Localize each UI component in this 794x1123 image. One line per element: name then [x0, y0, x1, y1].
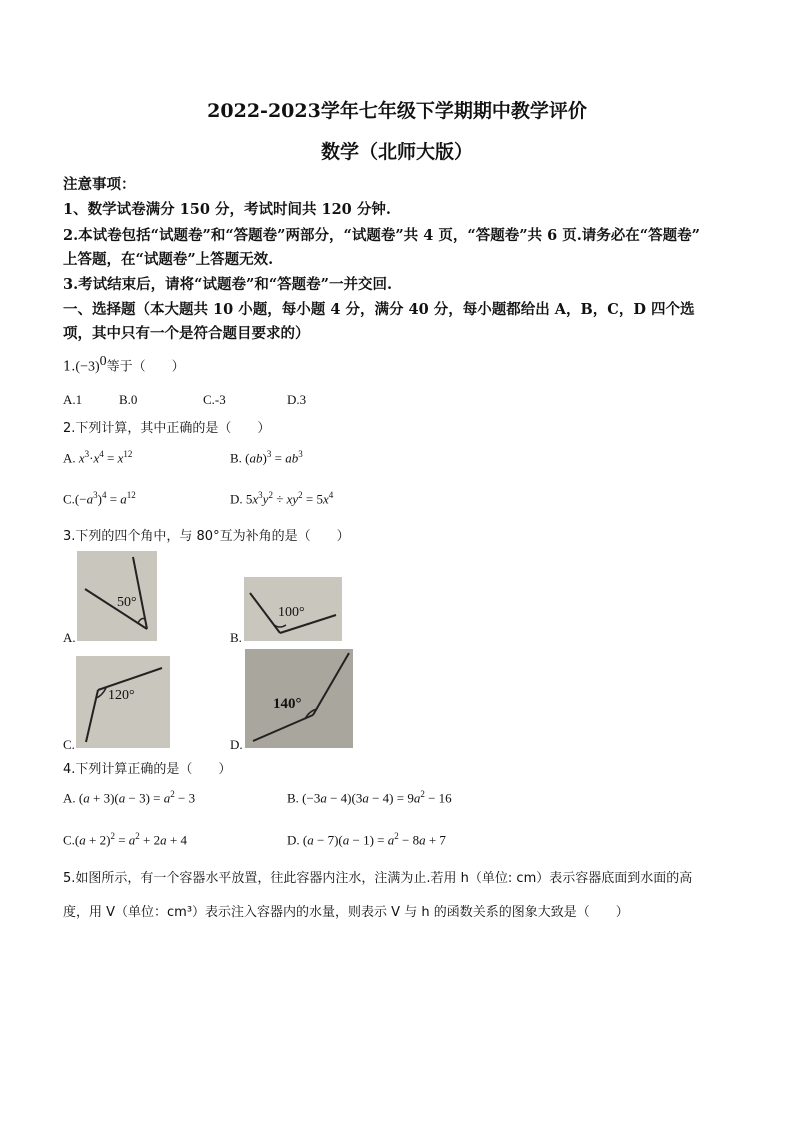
question-1-expression: (−3)	[75, 359, 100, 375]
question-1-option-d: D.3	[287, 392, 307, 407]
angle-c-value: 120°	[108, 688, 135, 703]
question-2-option-c: $C.(-a^3)^4 = a^{12}$	[63, 490, 136, 507]
question-1-option-a: A.1	[63, 392, 83, 407]
question-4-option-d: D. $(a - 7)(a - 1) = a^2 - 8a + 7$	[287, 831, 446, 848]
angle-a-arc	[138, 619, 145, 624]
question-1-exponent: 0	[99, 354, 107, 369]
angle-c-ray-2	[98, 668, 162, 690]
angle-d-ray-1	[253, 715, 313, 741]
notice-item-2-line-1: 2.本试卷包括“试题卷”和“答题卷”两部分，“试题卷”共 4 页，“答题卷”共 6 页.请务必在“答题卷”	[63, 227, 700, 244]
angle-a-image	[77, 551, 157, 641]
question-1-option-c: C.-3	[203, 392, 226, 407]
notice-heading: 注意事项：	[63, 176, 136, 193]
question-4-option-b: B. $(-3a - 4)(3a - 4) = 9a^2 - 16$	[287, 789, 452, 806]
section-1-heading-line-1: 一、选择题（本大题共 10 小题，每小题 4 分，满分 40 分，每小题都给出 A，B，C，D 四个选	[63, 301, 695, 318]
page-title: 2022-2023学年七年级下学期期中教学评价	[207, 100, 587, 122]
question-4-option-a: A. $(a + 3)(a - 3) = a^2 - 3$	[63, 789, 196, 806]
question-3-option-a-label: A.	[63, 630, 76, 645]
question-2-stem: 2.下列计算，其中正确的是（ ）	[63, 421, 271, 436]
question-2-option-a: A. $x^3\cdot x^4 = x^{12}$	[63, 449, 133, 466]
question-4-stem: 4.下列计算正确的是（ ）	[63, 762, 232, 777]
question-5-line-2: 度，用 V（单位：cm³）表示注入容器内的水量，则表示 V 与 h 的函数关系的图象大致是（ ）	[63, 905, 629, 920]
question-2-option-d: D. $5x^3y^2 \div xy^2 = 5x^4$	[230, 490, 334, 507]
question-3-stem: 3.下列的四个角中，与 80°互为补角的是（ ）	[63, 529, 350, 544]
angle-b-value: 100°	[278, 605, 305, 620]
question-1-number: 1.	[63, 359, 76, 375]
question-3-option-d-label: D.	[230, 737, 243, 752]
question-1-stem	[63, 354, 185, 375]
question-1-text: 等于（ ）	[106, 359, 185, 375]
question-4-option-c: $C.(a + 2)^2 = a^2 + 2a + 4$	[63, 831, 187, 848]
page-subtitle: 数学（北师大版）	[320, 141, 473, 163]
notice-item-3: 3.考试结束后，请将“试题卷”和“答题卷”一并交回.	[63, 276, 393, 293]
angle-b-image	[244, 577, 342, 641]
angle-a-value: 50°	[117, 595, 137, 610]
question-1-option-b: B.0	[119, 392, 138, 407]
angle-d-ray-2	[313, 653, 349, 715]
angle-b-arc	[274, 625, 286, 627]
question-5-line-1: 5.如图所示，有一个容器水平放置，往此容器内注水，注满为止.若用 h（单位: cm）表示容器底面到水面的高	[63, 871, 693, 886]
question-2-option-b: B. $(ab)^3 = ab^3$	[230, 449, 303, 466]
angle-b-ray-1	[250, 593, 280, 633]
angle-d-value: 140°	[273, 696, 302, 712]
section-1-heading-line-2: 项，其中只有一个是符合题目要求的）	[63, 325, 310, 342]
angle-d-image	[245, 649, 353, 748]
question-3-option-c-label: C.	[63, 737, 75, 752]
notice-item-2-line-2: 上答题，在“试题卷”上答题无效.	[63, 251, 274, 268]
notice-item-1: 1、数学试卷满分 150 分，考试时间共 120 分钟.	[63, 201, 391, 218]
question-3-option-b-label: B.	[230, 630, 242, 645]
angle-a-ray-1	[85, 589, 147, 629]
angle-c-image	[76, 656, 170, 748]
